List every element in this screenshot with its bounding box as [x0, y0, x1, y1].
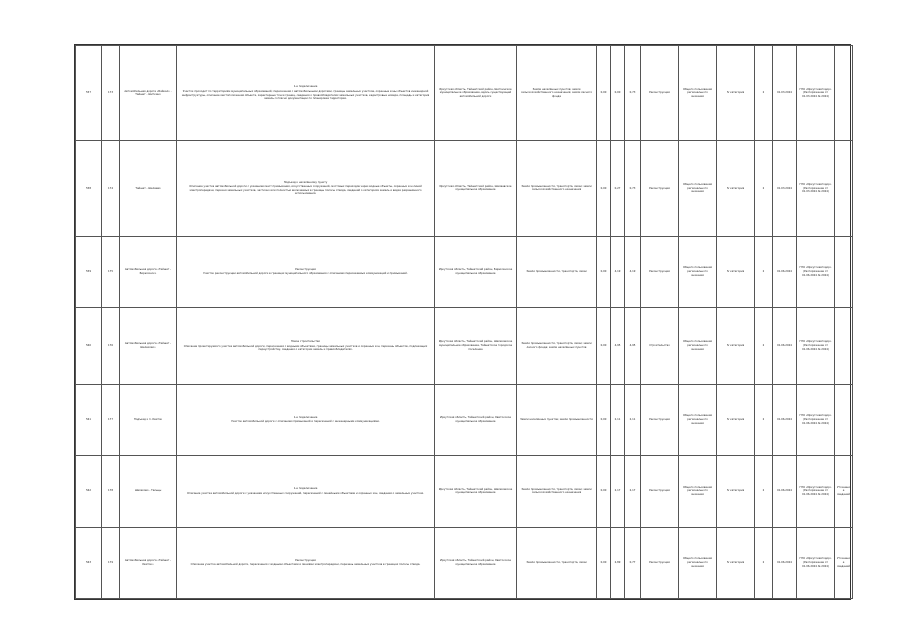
note — [835, 141, 853, 236]
land-category: Земли населённых пунктов; земли промышленности — [517, 384, 597, 455]
road-name: Автомобильная дорога «Тайшет - Бирюсинск» — [120, 236, 177, 307]
note — [835, 46, 853, 141]
description-heading: Реконструкция — [295, 558, 316, 562]
table-row — [76, 456, 853, 527]
location-description: Иркутская область, Тайшетский район, Шелеховское муниципальное образование — [435, 456, 517, 527]
basis-document: ГПО «Иркутскавтодор» (Распоряжение от 01.06.2024 № 2024) — [797, 307, 835, 384]
land-category: Земли промышленности, транспорта, связи; земли лесного фонда; земли населённых пунктов — [517, 307, 597, 384]
location-description: Иркутская область, Тайшетский район, Шелеховское муниципальное образование, Тайшетское городское поселение — [435, 307, 517, 384]
route-description — [177, 384, 435, 455]
value-length: 0,73 — [625, 46, 641, 141]
road-category: IV категория — [717, 141, 755, 236]
lane-count: 2 — [755, 527, 773, 598]
note: Уточнение сведений — [835, 456, 853, 527]
row-number: 558 — [76, 141, 102, 236]
value-start: 0,00 — [597, 236, 611, 307]
description-heading: 1-е подключение — [293, 415, 318, 419]
note — [835, 307, 853, 384]
row-code: 174 — [102, 141, 120, 236]
road-category: IV категория — [717, 456, 755, 527]
road-type: Общего пользования регионального значения — [679, 236, 717, 307]
lane-count: 2 — [755, 456, 773, 527]
value-start: 0,00 — [597, 527, 611, 598]
record-date: 01.03.2024 — [773, 141, 797, 236]
road-type: Общего пользования регионального значения — [679, 527, 717, 598]
value-end: 4,95 — [611, 307, 625, 384]
description-text: Участок проходит по территориям муниципальных образований; пересечения с автомобильными дорогами, границы земельных участков, охранные зоны объектов инженерной инфраструктуры, описание местоположения объекта, характерные точки границ, сведения о правообладателях земельных участков, кадастровые номера, площадь и категория земель согласно документации по планировке территории. — [181, 90, 430, 101]
value-length: 0,73 — [625, 141, 641, 236]
value-end: 0,00 — [611, 46, 625, 141]
value-end: 2,11 — [611, 384, 625, 455]
row-code: 178 — [102, 456, 120, 527]
table-row — [76, 141, 853, 236]
road-type: Общего пользования регионального значения — [679, 456, 717, 527]
work-status: Реконструкция — [641, 456, 679, 527]
description-heading: 1-е подключение — [293, 487, 318, 491]
record-date: 01.06.2024 — [773, 456, 797, 527]
row-number: 561 — [76, 384, 102, 455]
location-description: Иркутская область, Тайшетский район, Шелаевское муниципальное образование — [435, 141, 517, 236]
value-end: 0,27 — [611, 141, 625, 236]
table-row — [76, 46, 853, 141]
road-type: Общего пользования регионального значения — [679, 307, 717, 384]
value-end: 2,89 — [611, 527, 625, 598]
record-date: 01.06.2024 — [773, 527, 797, 598]
work-status: Реконструкция — [641, 46, 679, 141]
route-description — [177, 456, 435, 527]
road-name: Тайшет - Шелаево — [120, 141, 177, 236]
land-category: Земли промышленности, транспорта, связи — [517, 236, 597, 307]
value-start: 0,00 — [597, 141, 611, 236]
lane-count: 2 — [755, 236, 773, 307]
record-date: 01.03.2024 — [773, 46, 797, 141]
row-code: 177 — [102, 384, 120, 455]
table-row — [76, 527, 853, 598]
description-heading: Подъезд к населённому пункту — [283, 180, 328, 184]
description-text: Участок автомобильной дороги с описанием примыканий и пересечений с инженерными коммуникациями. — [231, 420, 380, 424]
record-date: 01.06.2024 — [773, 307, 797, 384]
location-description: Иркутская область, Тайшетский район, Квитокское муниципальное образование — [435, 527, 517, 598]
value-start: 0,00 — [597, 384, 611, 455]
description-text: Участок реконструкции автомобильной дороги в границах муниципального образования с описанием пересекаемых коммуникаций и примыканий. — [203, 272, 408, 276]
row-code: 173 — [102, 46, 120, 141]
row-number: 562 — [76, 456, 102, 527]
work-status: Реконструкция — [641, 141, 679, 236]
road-name: Автомобильная дорога «Тайшет - Квиток» — [120, 527, 177, 598]
row-number: 563 — [76, 527, 102, 598]
value-length: 0,77 — [625, 527, 641, 598]
description-text: Описание участка автомобильной дороги с указанием искусственных сооружений, пересечений с линейными объектами и охранных зон, сведения о земельных участках. — [186, 491, 425, 495]
value-start: 0,00 — [597, 307, 611, 384]
road-type: Общего пользования регионального значения — [679, 46, 717, 141]
location-description: Иркутская область, Тайшетский район, Бирюсинское муниципальное образование — [435, 236, 517, 307]
work-status: Реконструкция — [641, 384, 679, 455]
note — [835, 384, 853, 455]
row-number: 557 — [76, 46, 102, 141]
row-code: 176 — [102, 307, 120, 384]
description-heading: Реконструкция — [295, 267, 316, 271]
value-start: 0,00 — [597, 456, 611, 527]
road-name: Автомобильная дорога «Тайшет - Шелехово» — [120, 307, 177, 384]
record-date: 01.06.2024 — [773, 384, 797, 455]
road-type: Общего пользования регионального значения — [679, 384, 717, 455]
record-date: 01.06.2024 — [773, 236, 797, 307]
land-category: Земли населённых пунктов; земли сельскохозяйственного назначения; земли лесного фонда — [517, 46, 597, 141]
value-length: 2,11 — [625, 384, 641, 455]
value-length: 4,19 — [625, 236, 641, 307]
basis-document: ГПО «Иркутскавтодор» (Распоряжение от 01.06.2024 № 2024) — [797, 236, 835, 307]
table-row — [76, 236, 853, 307]
land-category: Земли промышленности, транспорта, связи; земли сельскохозяйственного назначения — [517, 141, 597, 236]
route-description — [177, 527, 435, 598]
basis-document: ГПО «Иркутскавтодор» (Распоряжение от 01.03.2024 № 2024) — [797, 46, 835, 141]
note: Уточнение сведений — [835, 527, 853, 598]
table-row — [76, 384, 853, 455]
value-length: 4,95 — [625, 307, 641, 384]
location-description: Иркутская область, Тайшетский район, Шиткинское муниципальное образование, вдоль существующей автомобильной дороги — [435, 46, 517, 141]
note — [835, 236, 853, 307]
road-category: IV категория — [717, 384, 755, 455]
route-description — [177, 236, 435, 307]
row-code: 175 — [102, 236, 120, 307]
row-number: 559 — [76, 236, 102, 307]
basis-document: ГПО «Иркутскавтодор» (Распоряжение от 01.06.2024 № 2024) — [797, 527, 835, 598]
description-text: Описание проектируемого участка автомобильной дороги, пересечения с водными объектами, границы земельных участков и охранных зон, перечень объектов, подлежащих переустройству, сведения о категории земель и правообладателях. — [183, 344, 428, 352]
description-heading: 1-е подключение — [293, 85, 318, 89]
table-row — [76, 307, 853, 384]
lane-count: 2 — [755, 384, 773, 455]
road-name: Подъезд к п. Квиток — [120, 384, 177, 455]
basis-document: ГПО «Иркутскавтодор» (Распоряжение от 01.03.2024 № 2024) — [797, 141, 835, 236]
basis-document: ГПО «Иркутскавтодор» (Распоряжение от 01.06.2024 № 2024) — [797, 384, 835, 455]
lane-count: 2 — [755, 46, 773, 141]
value-start: 0,00 — [597, 46, 611, 141]
register-sheet — [74, 44, 851, 600]
description-text: Описание участка автомобильной дороги с указанием мест примыкания, искусственных сооружений, мостовых переходов через водные объекты, охранных зон линий электропередачи, перечня земельных участков, частично или полностью включаемых в границы полосы отвода, сведений о категориях земель и видах разрешённого использования. — [189, 185, 422, 196]
work-status: Реконструкция — [641, 527, 679, 598]
road-category: IV категория — [717, 307, 755, 384]
road-name: Автомобильная дорога «Байкал» - Тайшет - Шиткино — [120, 46, 177, 141]
road-category: IV категория — [717, 46, 755, 141]
road-name: Шелехово - Тальцы — [120, 456, 177, 527]
value-end: 4,19 — [611, 236, 625, 307]
route-description — [177, 141, 435, 236]
route-description — [177, 46, 435, 141]
lane-count: 2 — [755, 141, 773, 236]
description-heading: Новое строительство — [290, 339, 321, 343]
value-length: 2,17 — [625, 456, 641, 527]
value-end: 2,17 — [611, 456, 625, 527]
row-number: 560 — [76, 307, 102, 384]
basis-document: ГПО «Иркутскавтодор» (Распоряжение от 01.06.2024 № 2024) — [797, 456, 835, 527]
row-code: 179 — [102, 527, 120, 598]
lane-count: 2 — [755, 307, 773, 384]
register-table — [75, 45, 853, 599]
work-status: Реконструкция — [641, 236, 679, 307]
description-text: Описание участка автомобильной дороги, пересечения с водными объектами и линиями электропередачи, перечень земельных участков в границах полосы отвода. — [190, 563, 421, 567]
route-description — [177, 307, 435, 384]
land-category: Земли промышленности, транспорта, связи; земли сельскохозяйственного назначения — [517, 456, 597, 527]
land-category: Земли промышленности, транспорта, связи — [517, 527, 597, 598]
location-description: Иркутская область, Тайшетский район, Квитокское муниципальное образование — [435, 384, 517, 455]
work-status: Строительство — [641, 307, 679, 384]
road-category: IV категория — [717, 527, 755, 598]
road-type: Общего пользования регионального значения — [679, 141, 717, 236]
road-category: IV категория — [717, 236, 755, 307]
